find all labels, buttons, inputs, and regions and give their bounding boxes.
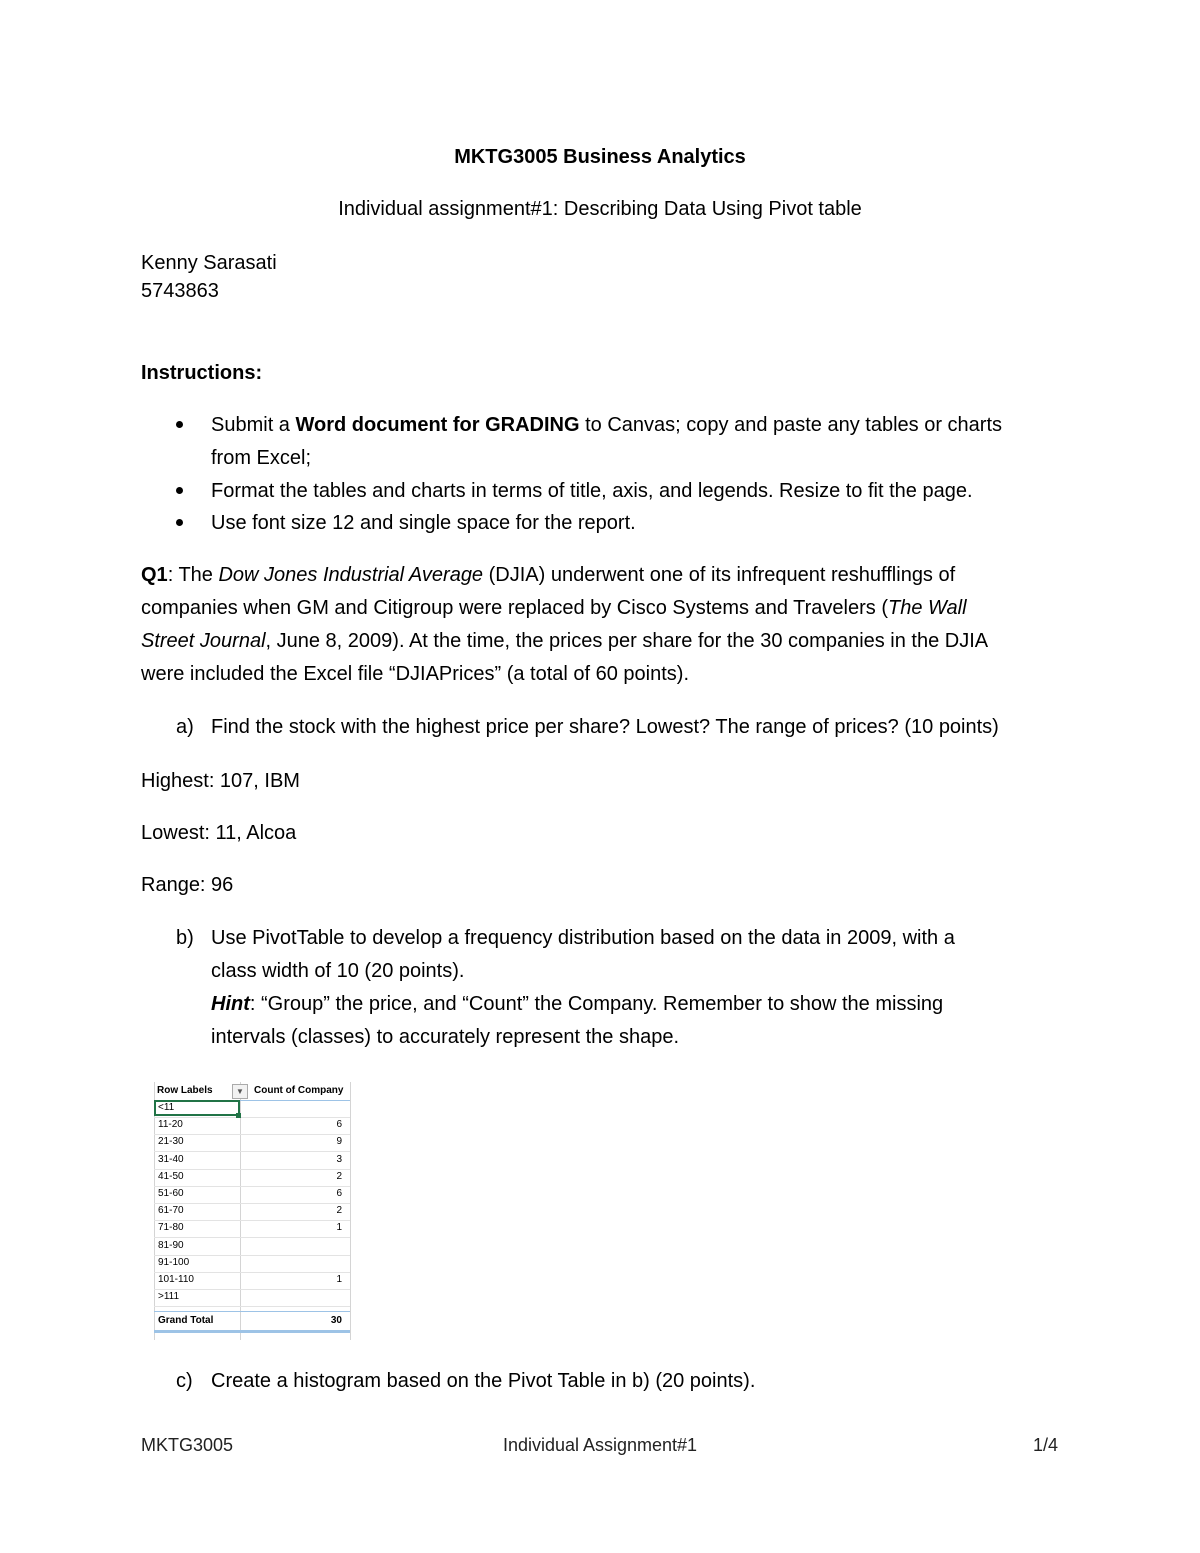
pivot-grand-total-row — [154, 1311, 350, 1333]
bullet-icon — [176, 487, 183, 494]
q1-text: companies when GM and Citigroup were replaced by Cisco Systems and Travelers ( — [141, 597, 888, 619]
pivot-row-count: 1 — [336, 1222, 342, 1234]
part-a-marker: a) — [176, 716, 194, 738]
pivot-row — [154, 1289, 350, 1307]
instruction-item-1 — [211, 413, 1002, 437]
course-title: MKTG3005 Business Analytics — [454, 146, 746, 168]
q1-text: , June 8, 2009). At the time, the prices per share for the 30 companies in the DJIA — [265, 630, 989, 652]
bullet-icon — [176, 519, 183, 526]
footer-center: Individual Assignment#1 — [502, 1435, 698, 1455]
part-a-question: Find the stock with the highest price per share? Lowest? The range of prices? (10 points) — [211, 716, 999, 738]
grand-total-value: 30 — [330, 1315, 342, 1326]
pivot-row-label: 81-90 — [158, 1239, 184, 1251]
bullet-icon — [176, 421, 183, 428]
pivot-table — [142, 1074, 354, 1340]
pivot-row-count: 2 — [336, 1170, 342, 1182]
pivot-col-count: Count of Company — [254, 1085, 344, 1096]
footer-left: MKTG3005 — [141, 1435, 234, 1455]
hint-text: : “Group” the price, and “Count” the Company. Remember to show the missing — [249, 993, 944, 1015]
q1-text: : The — [167, 564, 219, 586]
q1-label: Q1 — [141, 564, 168, 586]
pivot-row-label: 91-100 — [158, 1256, 190, 1268]
student-id: 5743863 — [141, 280, 219, 302]
pivot-row — [154, 1220, 350, 1238]
instructions-heading: Instructions: — [141, 362, 263, 384]
hint-label: Hint — [211, 993, 250, 1015]
pivot-row-label: 41-50 — [158, 1170, 184, 1182]
q1-italic-text: The Wall — [888, 597, 967, 619]
instruction-item-3: Use font size 12 and single space for the report. — [211, 512, 636, 534]
pivot-row — [154, 1117, 350, 1135]
part-b-line-1: Use PivotTable to develop a frequency distribution based on the data in 2009, with a — [211, 927, 955, 949]
pivot-row-count: 3 — [336, 1153, 342, 1165]
instruction-1-bold: Word document for GRADING — [295, 414, 580, 436]
q1-line-1 — [141, 559, 955, 592]
answer-range: Range: 96 — [141, 874, 234, 896]
footer-page-number: 1/4 — [1032, 1435, 1058, 1455]
pivot-row-label: 61-70 — [158, 1205, 184, 1217]
grid-line — [350, 1082, 351, 1340]
q1-italic-text: Street Journal — [141, 630, 266, 652]
pivot-row-count: 9 — [336, 1136, 342, 1148]
pivot-row-count: 2 — [336, 1205, 342, 1217]
pivot-row-label: 101-110 — [158, 1274, 194, 1285]
pivot-row — [154, 1152, 350, 1170]
pivot-row — [154, 1255, 350, 1273]
pivot-row — [154, 1169, 350, 1187]
pivot-row-count: 1 — [336, 1274, 342, 1285]
pivot-row-label: >111 — [158, 1291, 180, 1303]
pivot-row-label: 21-30 — [158, 1136, 184, 1148]
q1-line-4: were included the Excel file “DJIAPrices” (a total of 60 points). — [141, 663, 690, 685]
pivot-row — [154, 1134, 350, 1152]
instruction-item-1-line2: from Excel; — [211, 447, 312, 469]
assignment-title: Individual assignment#1: Describing Data Using Pivot table — [338, 198, 862, 220]
part-c-marker: c) — [176, 1370, 193, 1392]
pivot-row-label: 11-20 — [158, 1119, 183, 1131]
cell-selection-box — [154, 1100, 240, 1116]
pivot-row-label: 51-60 — [158, 1188, 184, 1199]
part-b-hint — [211, 992, 943, 1016]
pivot-header-row — [154, 1082, 350, 1101]
part-b-line-2: class width of 10 (20 points). — [211, 960, 465, 982]
pivot-row — [154, 1238, 350, 1256]
q1-line-2 — [141, 592, 967, 625]
q1-line-3 — [141, 625, 988, 658]
part-b-marker: b) — [176, 927, 194, 949]
grand-total-label: Grand Total — [158, 1315, 214, 1326]
instruction-1-text-b: to Canvas; copy and paste any tables or charts — [579, 414, 1003, 436]
instruction-item-2: Format the tables and charts in terms of title, axis, and legends. Resize to fit the page. — [211, 480, 973, 502]
student-name: Kenny Sarasati — [141, 252, 277, 274]
q1-text: (DJIA) underwent one of its infrequent reshufflings of — [483, 564, 956, 586]
part-c-question: Create a histogram based on the Pivot Table in b) (20 points). — [211, 1370, 756, 1392]
q1-italic-text: Dow Jones Industrial Average — [218, 564, 484, 586]
pivot-row — [154, 1186, 350, 1204]
part-b-line-4: intervals (classes) to accurately represent the shape. — [211, 1026, 679, 1048]
pivot-col-row-labels: Row Labels — [157, 1085, 213, 1096]
pivot-row — [154, 1203, 350, 1221]
pivot-row-label: 31-40 — [158, 1153, 184, 1165]
pivot-row-count: 6 — [336, 1119, 342, 1131]
pivot-row-label: <11 — [158, 1102, 175, 1113]
answer-highest: Highest: 107, IBM — [141, 770, 300, 792]
fill-handle[interactable] — [236, 1113, 241, 1118]
pivot-row-count: 6 — [336, 1188, 342, 1199]
instruction-1-text-a: Submit a — [211, 414, 296, 436]
answer-lowest: Lowest: 11, Alcoa — [141, 822, 297, 844]
pivot-row-label: 71-80 — [158, 1222, 184, 1234]
filter-dropdown-icon[interactable]: ▼ — [232, 1084, 248, 1099]
pivot-row — [154, 1272, 350, 1290]
